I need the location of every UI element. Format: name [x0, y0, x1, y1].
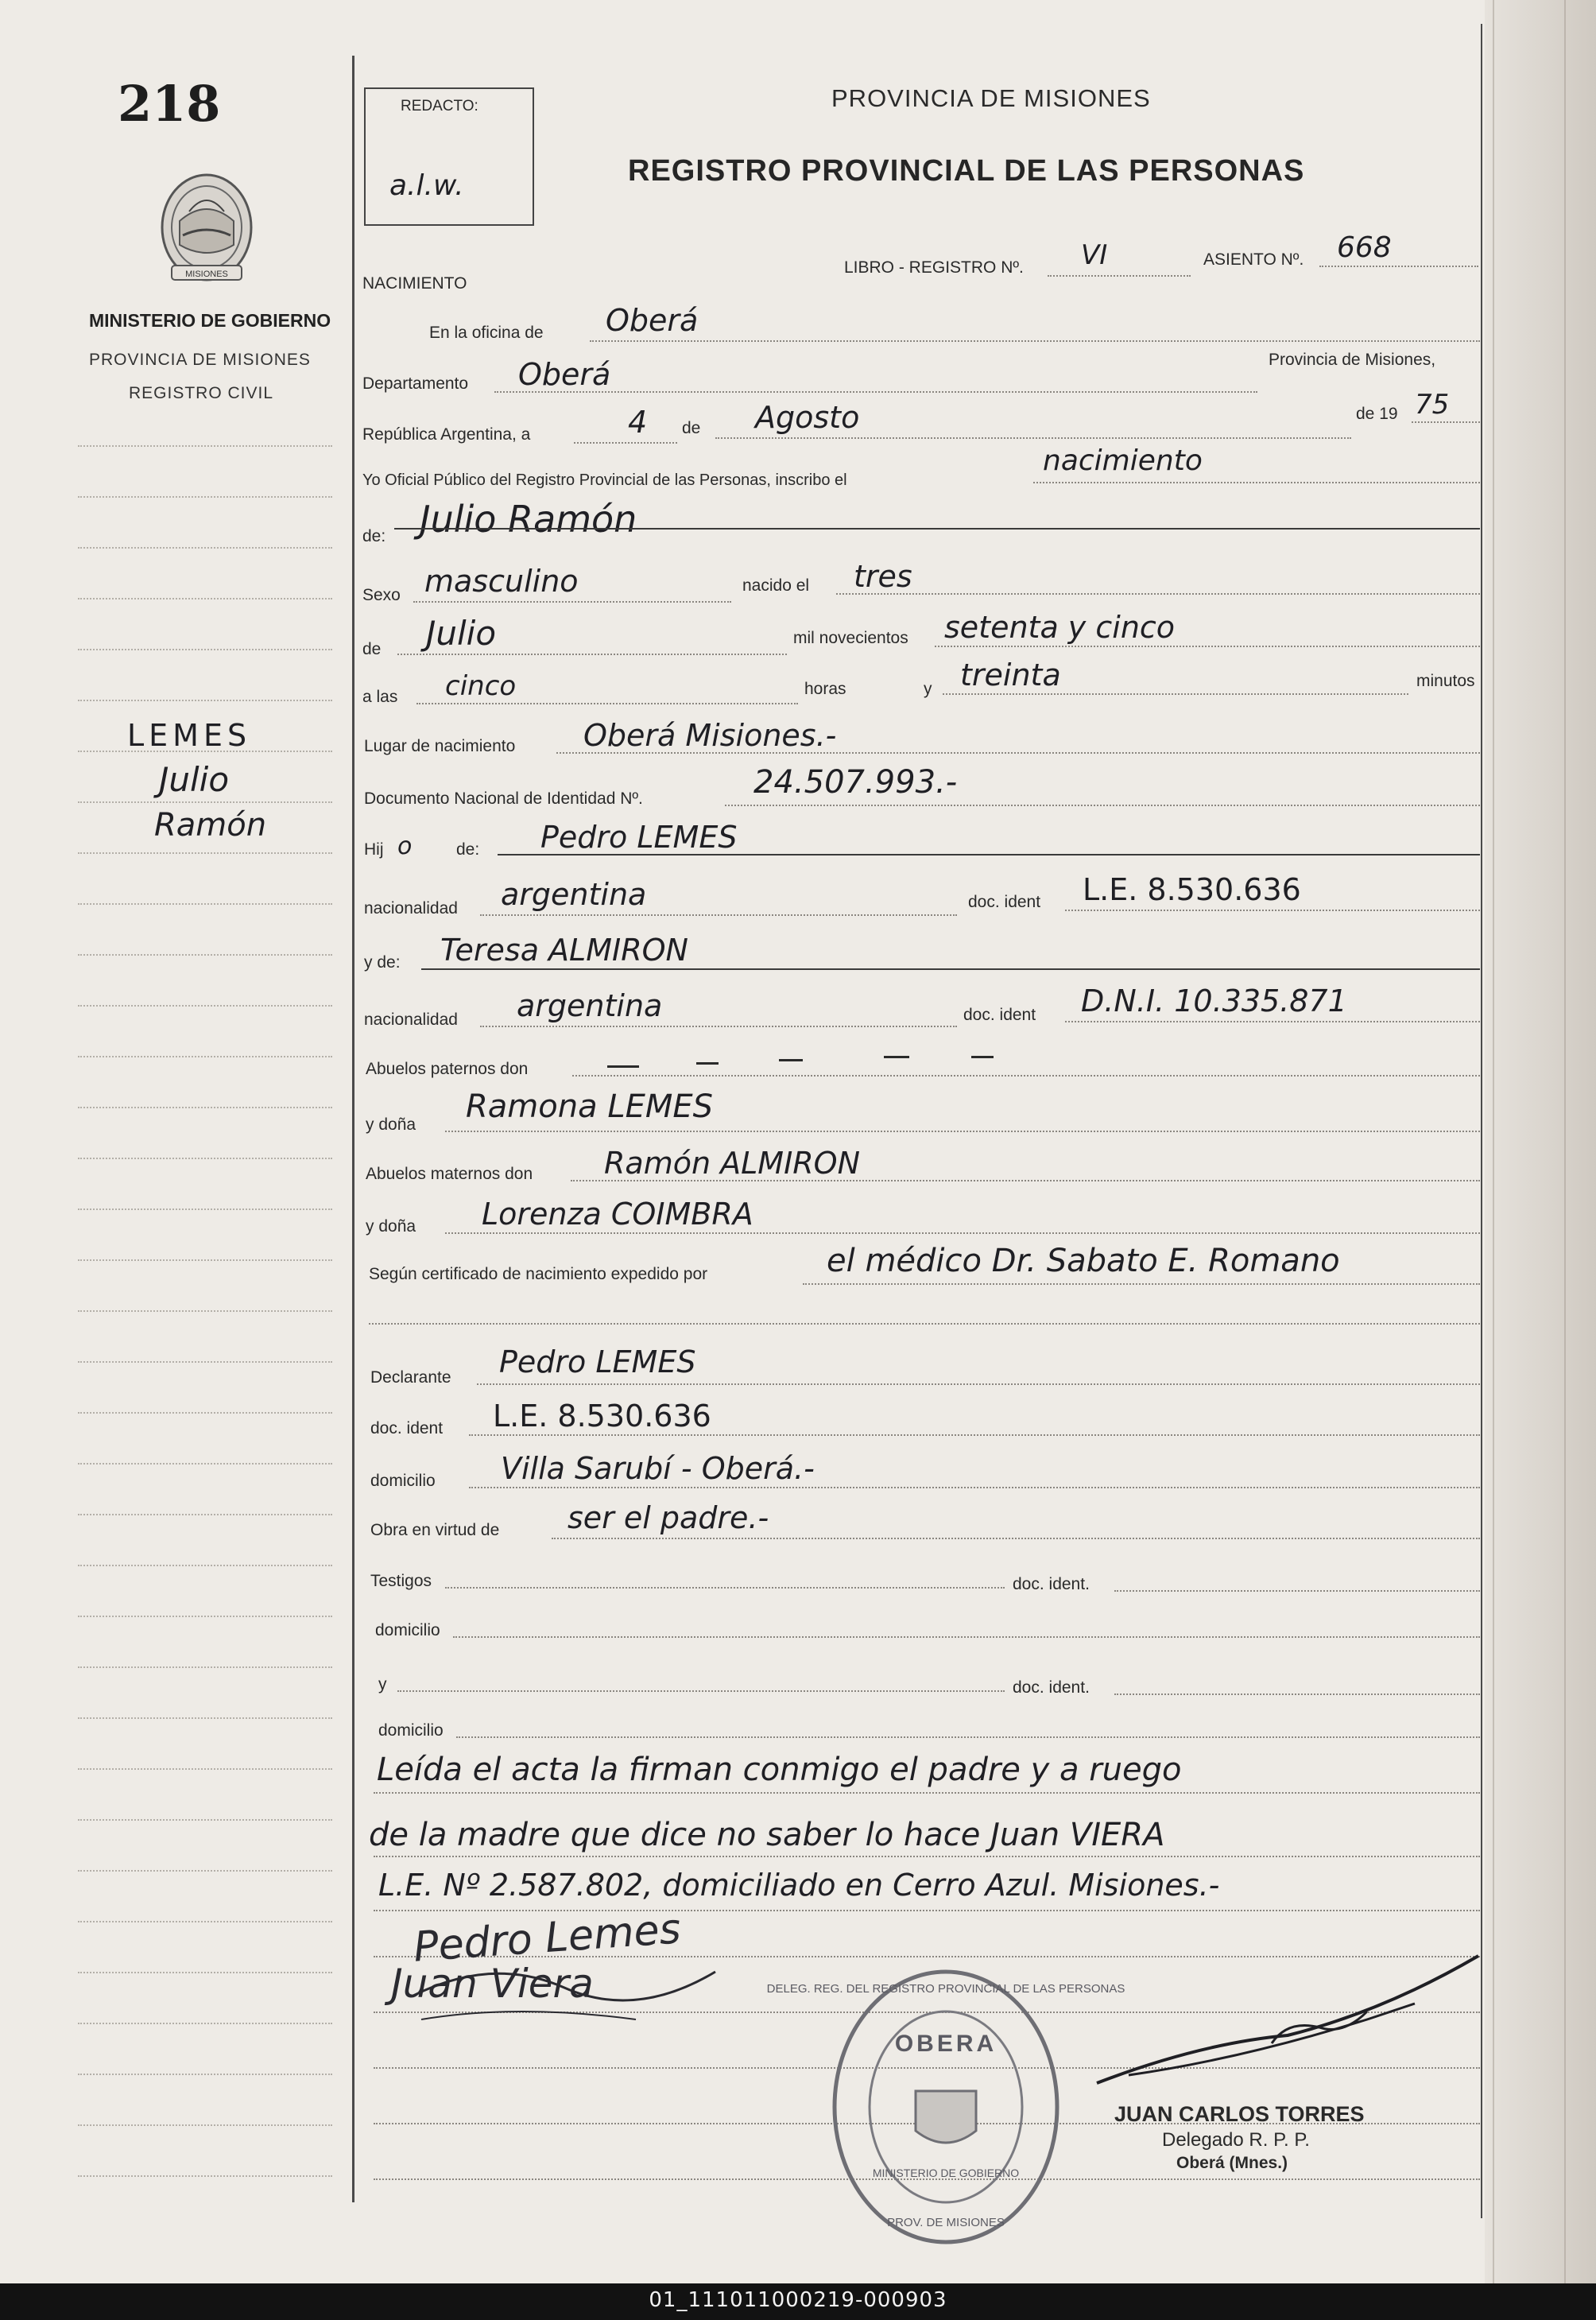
de2-label: de	[362, 640, 382, 658]
section-label: NACIMIENTO	[362, 274, 467, 293]
field-line	[1114, 1590, 1480, 1592]
declarante-value: Pedro LEMES	[499, 1344, 696, 1379]
margin-ruled-line	[78, 2175, 332, 2177]
field-line	[556, 752, 1480, 754]
field-line	[803, 1283, 1480, 1285]
field-line	[416, 703, 798, 704]
blank-dash	[884, 1056, 909, 1058]
footer-id: 01_111011000219-000903	[649, 2288, 947, 2312]
field-line	[369, 1323, 1480, 1325]
abuelos-paternos-label: Abuelos paternos don	[366, 1060, 529, 1078]
field-line	[1319, 266, 1478, 267]
nacionalidad1-label: nacionalidad	[364, 899, 458, 918]
de-label: de	[682, 419, 701, 437]
field-line	[374, 1856, 1480, 1857]
blank-dash	[696, 1062, 719, 1065]
domicilio-testigo2-label: domicilio	[378, 1721, 444, 1740]
field-line	[397, 654, 787, 655]
republica-label: República Argentina, a	[362, 425, 531, 444]
ministry-label: MINISTERIO DE GOBIERNO	[89, 310, 331, 331]
official-place: Oberá (Mnes.)	[1176, 2154, 1288, 2172]
province-label: PROVINCIA DE MISIONES	[89, 351, 311, 369]
domicilio-label: domicilio	[370, 1472, 436, 1490]
margin-ruled-line	[78, 700, 332, 701]
margin-ruled-line	[78, 1768, 332, 1770]
field-line	[480, 914, 957, 916]
field-line	[552, 1538, 1480, 1539]
doc-testigo1-label: doc. ident.	[1013, 1575, 1090, 1593]
field-line	[1033, 482, 1480, 483]
page-edge	[1485, 0, 1596, 2283]
oficina-label: En la oficina de	[429, 324, 544, 342]
field-line	[715, 437, 1351, 439]
note-line-1: Leída el acta la firman conmigo el padre y a ruego	[377, 1752, 1182, 1788]
field-line	[456, 1736, 1480, 1738]
field-line	[374, 1792, 1480, 1794]
official-name: JUAN CARLOS TORRES	[1114, 2102, 1365, 2126]
margin-ruled-line	[78, 2124, 332, 2126]
right-margin-rule	[1481, 24, 1482, 2218]
field-line	[480, 1026, 957, 1027]
nombre-label: de:	[362, 527, 386, 545]
field-line	[590, 340, 1480, 342]
field-line-solid	[498, 854, 1480, 855]
margin-ruled-line	[78, 1107, 332, 1108]
sexo-label: Sexo	[362, 586, 401, 604]
official-role: Delegado R. P. P.	[1162, 2129, 1310, 2151]
doc-declarante-value: L.E. 8.530.636	[493, 1399, 711, 1434]
field-line	[397, 1690, 1005, 1692]
doc1-value: L.E. 8.530.636	[1083, 872, 1301, 907]
ydona2-label: y doña	[366, 1217, 416, 1236]
dni-label: Documento Nacional de Identidad Nº.	[364, 789, 643, 808]
yde-label: y de:	[364, 953, 401, 972]
margin-ruled-line	[78, 2074, 332, 2075]
field-line-solid	[421, 968, 1480, 970]
asiento-value: 668	[1337, 231, 1392, 264]
folio-number: 218	[118, 75, 221, 133]
field-line	[943, 693, 1408, 695]
obra-label: Obra en virtud de	[370, 1521, 500, 1539]
margin-ruled-line	[78, 598, 332, 599]
margin-ruled-line	[78, 1310, 332, 1312]
nacido-label: nacido el	[742, 576, 810, 595]
anio-label: de 19	[1356, 405, 1398, 423]
oficial-value: nacimiento	[1043, 444, 1203, 477]
hora-value: cinco	[445, 670, 517, 702]
padre-value: Pedro LEMES	[540, 820, 738, 855]
domicilio-testigo1-label: domicilio	[375, 1621, 440, 1639]
horas-label: horas	[804, 680, 846, 698]
margin-ruled-line	[78, 1158, 332, 1159]
field-line	[1114, 1693, 1480, 1695]
left-margin-rule	[352, 56, 354, 2202]
province-heading: PROVINCIA DE MISIONES	[831, 84, 1151, 112]
note-line-3: L.E. Nº 2.587.802, domiciliado en Cerro Azul. Misiones.-	[378, 1868, 1220, 1903]
sexo-value: masculino	[424, 564, 579, 599]
margin-note-name2: Ramón	[154, 807, 267, 844]
registry-label: REGISTRO CIVIL	[129, 384, 274, 402]
margin-ruled-line	[78, 1565, 332, 1566]
minutos-value: treinta	[960, 658, 1061, 693]
margin-ruled-line	[78, 852, 332, 854]
hijo-suffix: o	[397, 832, 413, 860]
doc-declarante-label: doc. ident	[370, 1419, 444, 1437]
field-line	[571, 1180, 1480, 1181]
nacionalidad2-value: argentina	[517, 988, 663, 1023]
abuela-paterna-value: Ramona LEMES	[466, 1088, 714, 1125]
margin-ruled-line	[78, 801, 332, 803]
seal-bottom-text: PROV. DE MISIONES	[887, 2216, 1005, 2229]
margin-ruled-line	[78, 1921, 332, 1922]
field-line	[469, 1434, 1480, 1436]
field-line	[935, 646, 1480, 647]
margin-ruled-line	[78, 2023, 332, 2024]
libro-value: VI	[1081, 239, 1108, 271]
doc2-label: doc. ident	[963, 1006, 1036, 1024]
abuelos-maternos-label: Abuelos maternos don	[366, 1165, 533, 1183]
mil-label: mil novecientos	[793, 629, 908, 647]
margin-ruled-line	[78, 1463, 332, 1465]
provincia-label: Provincia de Misiones,	[1269, 351, 1436, 369]
nombre-value: Julio Ramón	[420, 498, 637, 541]
margin-ruled-line	[78, 751, 332, 752]
margin-ruled-line	[78, 1616, 332, 1617]
page-edge-line	[1564, 0, 1566, 2283]
note-line-2: de la madre que dice no saber lo hace Juan VIERA	[369, 1817, 1165, 1853]
abuela-materna-value: Lorenza COIMBRA	[482, 1197, 753, 1232]
asiento-label: ASIENTO Nº.	[1203, 250, 1304, 269]
margin-ruled-line	[78, 1361, 332, 1363]
field-line	[1412, 421, 1480, 423]
field-line	[836, 593, 1480, 595]
mes-nac-value: Julio	[426, 614, 497, 653]
libro-label: LIBRO - REGISTRO Nº.	[844, 258, 1024, 277]
anio-value: 75	[1415, 389, 1450, 421]
coat-of-arms-icon	[143, 165, 270, 293]
redacto-value: a.l.w.	[389, 169, 464, 202]
margin-ruled-line	[78, 1870, 332, 1872]
dia-value: 4	[628, 405, 648, 440]
official-seal-icon	[766, 1964, 1125, 2250]
field-line	[445, 1587, 1005, 1589]
margin-ruled-line	[78, 1056, 332, 1057]
margin-ruled-line	[78, 1005, 332, 1007]
anio-nac-value: setenta y cinco	[944, 610, 1176, 645]
seal-outer-text: DELEG. REG. DEL REGISTRO PROVINCIAL DE LAS PERSONAS	[766, 1982, 1125, 1996]
testigos-label: Testigos	[370, 1572, 432, 1590]
emblem-text: MISIONES	[185, 270, 228, 279]
registry-title: REGISTRO PROVINCIAL DE LAS PERSONAS	[628, 154, 1305, 188]
minutos-label: minutos	[1416, 672, 1475, 690]
field-line	[477, 1383, 1480, 1385]
oficina-value: Oberá	[606, 303, 699, 338]
seal-center-text: OBERA	[894, 2031, 998, 2057]
nacionalidad1-value: argentina	[501, 877, 647, 912]
margin-ruled-line	[78, 1514, 332, 1515]
ydona1-label: y doña	[366, 1115, 416, 1134]
margin-ruled-line	[78, 1666, 332, 1668]
doc1-label: doc. ident	[968, 893, 1041, 911]
field-line	[469, 1487, 1480, 1488]
y-testigo-label: y	[378, 1675, 387, 1693]
alas-label: a las	[362, 688, 398, 706]
blank-dash	[779, 1059, 803, 1061]
field-line	[1065, 1021, 1480, 1022]
nacionalidad2-label: nacionalidad	[364, 1011, 458, 1029]
field-line	[413, 601, 731, 603]
field-line	[572, 1075, 1480, 1077]
dni-value: 24.507.993.-	[753, 764, 958, 801]
field-line	[445, 1232, 1480, 1234]
field-line	[445, 1131, 1480, 1132]
nacido-value: tres	[854, 559, 912, 594]
blank-dash	[607, 1065, 639, 1068]
abuelo-materno-value: Ramón ALMIRON	[604, 1146, 861, 1181]
margin-ruled-line	[78, 547, 332, 549]
margin-ruled-line	[78, 1412, 332, 1414]
margin-ruled-line	[78, 954, 332, 956]
margin-note-name: Julio	[159, 760, 230, 799]
signature-father: Pedro Lemes	[412, 1905, 683, 1972]
field-line	[1065, 910, 1480, 911]
field-line	[1048, 275, 1191, 277]
certificado-value: el médico Dr. Sabato E. Romano	[827, 1243, 1340, 1279]
doc-testigo2-label: doc. ident.	[1013, 1678, 1090, 1697]
margin-ruled-line	[78, 1259, 332, 1261]
margin-ruled-line	[78, 445, 332, 447]
margin-note-surname: LEMES	[127, 718, 252, 753]
margin-ruled-line	[78, 1717, 332, 1719]
oficial-label: Yo Oficial Público del Registro Provincial de las Personas, inscribo el	[362, 471, 847, 489]
mes-value: Agosto	[755, 400, 860, 435]
departamento-value: Oberá	[518, 357, 611, 392]
field-line	[494, 391, 1257, 393]
field-line	[453, 1636, 1480, 1638]
hijo-label: Hij	[364, 840, 384, 859]
margin-ruled-line	[78, 649, 332, 650]
margin-ruled-line	[78, 1972, 332, 1973]
margin-ruled-line	[78, 496, 332, 498]
obra-value: ser el padre.-	[568, 1500, 769, 1535]
lugar-label: Lugar de nacimiento	[364, 737, 516, 755]
field-line	[725, 805, 1480, 806]
margin-ruled-line	[78, 1819, 332, 1821]
seal-inner-text: MINISTERIO DE GOBIERNO	[872, 2167, 1020, 2179]
departamento-label: Departamento	[362, 374, 469, 393]
hijo-de-label: de:	[456, 840, 480, 859]
margin-ruled-line	[78, 1208, 332, 1210]
blank-dash	[971, 1056, 994, 1058]
field-line	[574, 442, 677, 444]
margin-ruled-line	[78, 903, 332, 905]
madre-value: Teresa ALMIRON	[440, 933, 688, 968]
domicilio-value: Villa Sarubí - Oberá.-	[501, 1451, 815, 1486]
certificado-label: Según certificado de nacimiento expedido por	[369, 1265, 708, 1283]
y-label: y	[924, 680, 932, 698]
declarante-label: Declarante	[370, 1368, 451, 1387]
doc2-value: D.N.I. 10.335.871	[1081, 983, 1347, 1018]
redacto-label: REDACTO:	[401, 98, 478, 114]
lugar-value: Oberá Misiones.-	[583, 718, 837, 753]
field-line-solid	[394, 528, 1480, 530]
signature-witness: Juan Viera	[391, 1961, 594, 2007]
official-signature-icon	[1081, 1940, 1494, 2099]
signature-flourish-icon	[397, 1905, 731, 2035]
